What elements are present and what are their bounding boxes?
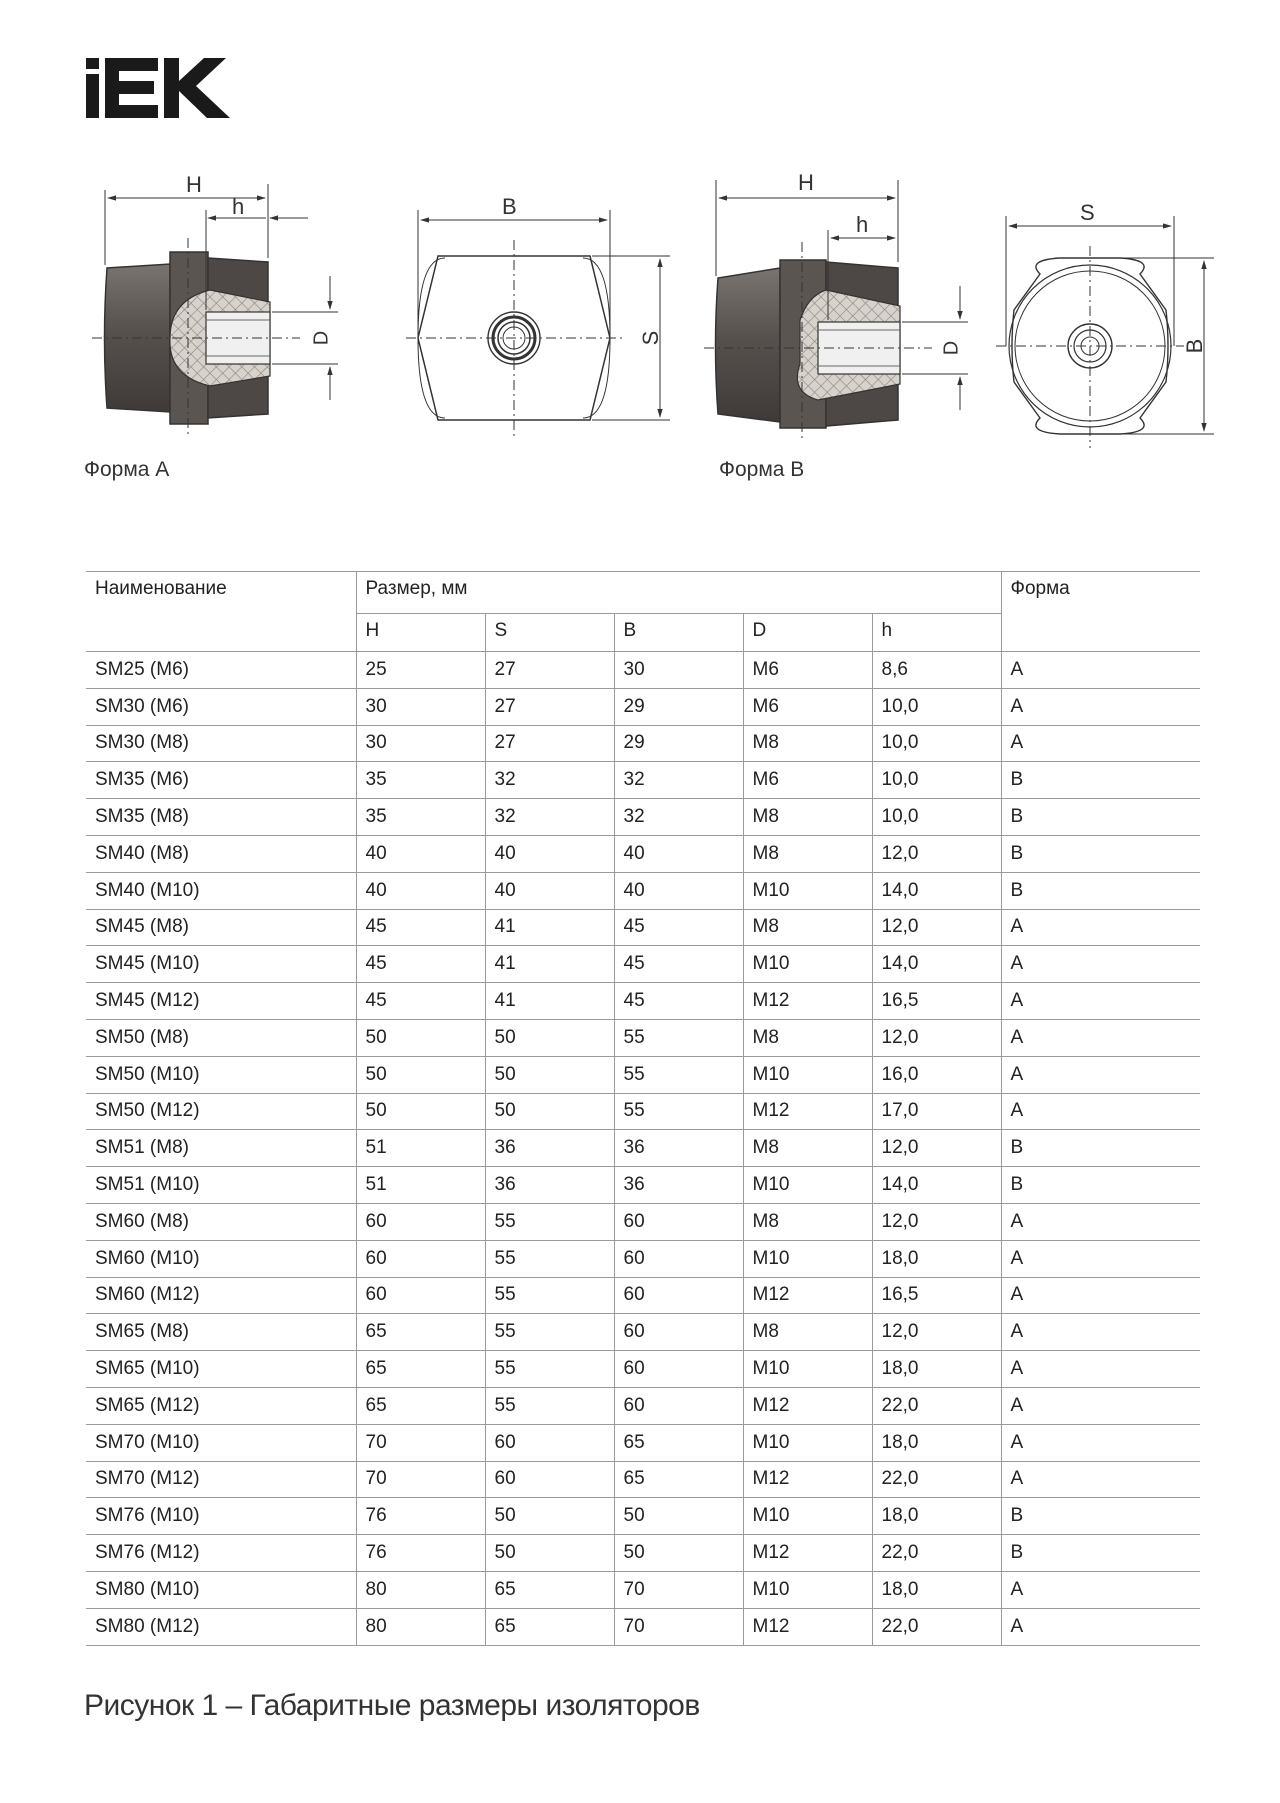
cell-S: 55 xyxy=(485,1277,614,1314)
cell-h: 12,0 xyxy=(872,835,1001,872)
cell-S: 50 xyxy=(485,1093,614,1130)
cell-name: SM45 (M10) xyxy=(86,946,356,983)
cell-form: A xyxy=(1001,1240,1200,1277)
cell-D: M10 xyxy=(743,1571,872,1608)
svg-text:B: B xyxy=(502,194,517,219)
cell-D: M10 xyxy=(743,1240,872,1277)
table-row xyxy=(86,909,1200,946)
cell-S: 50 xyxy=(485,1056,614,1093)
cell-H: 65 xyxy=(356,1351,485,1388)
cell-B: 60 xyxy=(614,1314,743,1351)
cell-H: 65 xyxy=(356,1314,485,1351)
cell-h: 16,5 xyxy=(872,1277,1001,1314)
cell-D: M6 xyxy=(743,762,872,799)
cell-name: SM40 (M10) xyxy=(86,872,356,909)
cell-S: 41 xyxy=(485,909,614,946)
header-col-S: S xyxy=(485,614,614,652)
cell-D: M8 xyxy=(743,725,872,762)
cell-h: 22,0 xyxy=(872,1461,1001,1498)
cell-H: 60 xyxy=(356,1203,485,1240)
cell-H: 70 xyxy=(356,1461,485,1498)
cell-h: 10,0 xyxy=(872,762,1001,799)
cell-S: 27 xyxy=(485,688,614,725)
cell-B: 36 xyxy=(614,1130,743,1167)
cell-name: SM40 (M8) xyxy=(86,835,356,872)
cell-name: SM50 (M8) xyxy=(86,1019,356,1056)
cell-form: A xyxy=(1001,1387,1200,1424)
cell-S: 41 xyxy=(485,946,614,983)
cell-h: 17,0 xyxy=(872,1093,1001,1130)
cell-H: 51 xyxy=(356,1130,485,1167)
cell-name: SM51 (M8) xyxy=(86,1130,356,1167)
cell-D: M10 xyxy=(743,1167,872,1204)
form-b-side-view xyxy=(704,170,968,442)
cell-D: M12 xyxy=(743,1093,872,1130)
svg-text:S: S xyxy=(637,330,663,346)
svg-text:H: H xyxy=(798,170,814,195)
cell-form: B xyxy=(1001,1498,1200,1535)
cell-form: A xyxy=(1001,1351,1200,1388)
cell-name: SM50 (M10) xyxy=(86,1056,356,1093)
cell-name: SM76 (M10) xyxy=(86,1498,356,1535)
svg-text:B: B xyxy=(1181,338,1207,354)
table-row xyxy=(86,946,1200,983)
cell-h: 16,5 xyxy=(872,983,1001,1020)
cell-D: M8 xyxy=(743,1203,872,1240)
cell-h: 8,6 xyxy=(872,652,1001,689)
cell-H: 25 xyxy=(356,652,485,689)
cell-D: M8 xyxy=(743,1019,872,1056)
cell-form: B xyxy=(1001,1130,1200,1167)
table-row xyxy=(86,1498,1200,1535)
cell-B: 60 xyxy=(614,1240,743,1277)
cell-D: M12 xyxy=(743,1461,872,1498)
cell-h: 12,0 xyxy=(872,1130,1001,1167)
cell-D: M8 xyxy=(743,1130,872,1167)
table-row xyxy=(86,1535,1200,1572)
cell-B: 32 xyxy=(614,799,743,836)
cell-form: A xyxy=(1001,1203,1200,1240)
cell-h: 10,0 xyxy=(872,688,1001,725)
iek-logo xyxy=(86,58,238,118)
table-row xyxy=(86,1093,1200,1130)
cell-form: A xyxy=(1001,946,1200,983)
cell-S: 55 xyxy=(485,1203,614,1240)
cell-H: 40 xyxy=(356,835,485,872)
figure-caption: Рисунок 1 – Габаритные размеры изоляторов xyxy=(84,1689,700,1722)
cell-S: 36 xyxy=(485,1130,614,1167)
cell-H: 45 xyxy=(356,983,485,1020)
cell-S: 50 xyxy=(485,1019,614,1056)
cell-B: 60 xyxy=(614,1351,743,1388)
cell-B: 50 xyxy=(614,1535,743,1572)
cell-H: 51 xyxy=(356,1167,485,1204)
cell-form: A xyxy=(1001,1277,1200,1314)
table-row xyxy=(86,1019,1200,1056)
cell-h: 10,0 xyxy=(872,725,1001,762)
cell-B: 50 xyxy=(614,1498,743,1535)
cell-D: M8 xyxy=(743,1314,872,1351)
cell-B: 70 xyxy=(614,1571,743,1608)
table-row xyxy=(86,1277,1200,1314)
cell-h: 12,0 xyxy=(872,1314,1001,1351)
cell-S: 50 xyxy=(485,1498,614,1535)
cell-form: B xyxy=(1001,835,1200,872)
cell-B: 55 xyxy=(614,1019,743,1056)
header-col-h: h xyxy=(872,614,1001,652)
form-a-side-view xyxy=(92,172,338,436)
header-form: Форма xyxy=(1001,572,1200,652)
cell-S: 55 xyxy=(485,1387,614,1424)
cell-H: 50 xyxy=(356,1056,485,1093)
cell-D: M10 xyxy=(743,872,872,909)
cell-name: SM70 (M10) xyxy=(86,1424,356,1461)
cell-name: SM35 (M8) xyxy=(86,799,356,836)
cell-name: SM51 (M10) xyxy=(86,1167,356,1204)
cell-form: A xyxy=(1001,1019,1200,1056)
table-row xyxy=(86,1314,1200,1351)
cell-S: 60 xyxy=(485,1461,614,1498)
cell-H: 65 xyxy=(356,1387,485,1424)
cell-B: 45 xyxy=(614,909,743,946)
header-size: Размер, мм xyxy=(356,572,1001,614)
cell-name: SM80 (M12) xyxy=(86,1608,356,1645)
cell-form: B xyxy=(1001,799,1200,836)
cell-name: SM60 (M8) xyxy=(86,1203,356,1240)
cell-h: 18,0 xyxy=(872,1498,1001,1535)
cell-B: 30 xyxy=(614,652,743,689)
cell-B: 36 xyxy=(614,1167,743,1204)
cell-H: 60 xyxy=(356,1240,485,1277)
table-row xyxy=(86,799,1200,836)
header-name: Наименование xyxy=(86,572,356,652)
cell-name: SM65 (M10) xyxy=(86,1351,356,1388)
cell-form: A xyxy=(1001,1608,1200,1645)
cell-H: 50 xyxy=(356,1019,485,1056)
cell-D: M12 xyxy=(743,1387,872,1424)
header-col-H: H xyxy=(356,614,485,652)
cell-form: B xyxy=(1001,872,1200,909)
cell-H: 60 xyxy=(356,1277,485,1314)
cell-form: B xyxy=(1001,1167,1200,1204)
cell-B: 65 xyxy=(614,1461,743,1498)
cell-name: SM65 (M8) xyxy=(86,1314,356,1351)
cell-D: M12 xyxy=(743,1608,872,1645)
cell-S: 40 xyxy=(485,872,614,909)
cell-D: M8 xyxy=(743,835,872,872)
cell-form: A xyxy=(1001,652,1200,689)
cell-B: 45 xyxy=(614,983,743,1020)
cell-h: 18,0 xyxy=(872,1351,1001,1388)
form-a-caption: Форма А xyxy=(84,458,170,481)
cell-H: 76 xyxy=(356,1498,485,1535)
cell-B: 29 xyxy=(614,725,743,762)
cell-name: SM65 (M12) xyxy=(86,1387,356,1424)
cell-D: M8 xyxy=(743,799,872,836)
cell-name: SM25 (M6) xyxy=(86,652,356,689)
cell-H: 76 xyxy=(356,1535,485,1572)
cell-name: SM30 (M6) xyxy=(86,688,356,725)
cell-name: SM76 (M12) xyxy=(86,1535,356,1572)
table-row xyxy=(86,1351,1200,1388)
dim-label: H xyxy=(186,172,202,197)
cell-name: SM45 (M8) xyxy=(86,909,356,946)
cell-form: A xyxy=(1001,1314,1200,1351)
form-a-front-view xyxy=(406,194,670,436)
table-row xyxy=(86,1203,1200,1240)
table-row xyxy=(86,1130,1200,1167)
cell-name: SM60 (M10) xyxy=(86,1240,356,1277)
cell-D: M10 xyxy=(743,1498,872,1535)
cell-name: SM45 (M12) xyxy=(86,983,356,1020)
cell-S: 65 xyxy=(485,1571,614,1608)
cell-form: A xyxy=(1001,909,1200,946)
cell-B: 70 xyxy=(614,1608,743,1645)
svg-text:D: D xyxy=(940,340,963,356)
cell-h: 14,0 xyxy=(872,872,1001,909)
cell-form: A xyxy=(1001,1424,1200,1461)
cell-S: 40 xyxy=(485,835,614,872)
cell-B: 32 xyxy=(614,762,743,799)
cell-S: 55 xyxy=(485,1351,614,1388)
cell-form: A xyxy=(1001,1571,1200,1608)
cell-form: A xyxy=(1001,1461,1200,1498)
table-row xyxy=(86,688,1200,725)
cell-form: A xyxy=(1001,1093,1200,1130)
cell-S: 27 xyxy=(485,652,614,689)
cell-h: 18,0 xyxy=(872,1571,1001,1608)
cell-B: 45 xyxy=(614,946,743,983)
cell-H: 70 xyxy=(356,1424,485,1461)
cell-h: 16,0 xyxy=(872,1056,1001,1093)
table-row xyxy=(86,1056,1200,1093)
cell-h: 18,0 xyxy=(872,1240,1001,1277)
cell-B: 60 xyxy=(614,1277,743,1314)
cell-H: 30 xyxy=(356,725,485,762)
svg-text:h: h xyxy=(232,194,245,219)
table-row xyxy=(86,1387,1200,1424)
cell-H: 40 xyxy=(356,872,485,909)
cell-form: B xyxy=(1001,762,1200,799)
cell-H: 45 xyxy=(356,909,485,946)
cell-S: 50 xyxy=(485,1535,614,1572)
cell-h: 18,0 xyxy=(872,1424,1001,1461)
table-row xyxy=(86,1461,1200,1498)
cell-B: 40 xyxy=(614,835,743,872)
cell-S: 55 xyxy=(485,1314,614,1351)
cell-S: 36 xyxy=(485,1167,614,1204)
cell-name: SM70 (M12) xyxy=(86,1461,356,1498)
cell-S: 41 xyxy=(485,983,614,1020)
cell-H: 80 xyxy=(356,1608,485,1645)
cell-B: 60 xyxy=(614,1203,743,1240)
cell-h: 12,0 xyxy=(872,909,1001,946)
cell-B: 40 xyxy=(614,872,743,909)
table-row xyxy=(86,1240,1200,1277)
table-row xyxy=(86,725,1200,762)
cell-D: M10 xyxy=(743,946,872,983)
table-row xyxy=(86,835,1200,872)
cell-B: 29 xyxy=(614,688,743,725)
cell-S: 65 xyxy=(485,1608,614,1645)
cell-B: 65 xyxy=(614,1424,743,1461)
cell-H: 45 xyxy=(356,946,485,983)
table-row xyxy=(86,1167,1200,1204)
table-body xyxy=(86,652,1200,1646)
svg-text:S: S xyxy=(1080,200,1095,225)
cell-B: 60 xyxy=(614,1387,743,1424)
header-col-D: D xyxy=(743,614,872,652)
cell-h: 22,0 xyxy=(872,1608,1001,1645)
cell-name: SM60 (M12) xyxy=(86,1277,356,1314)
cell-h: 14,0 xyxy=(872,1167,1001,1204)
form-b-caption: Форма В xyxy=(719,458,805,481)
cell-form: B xyxy=(1001,1535,1200,1572)
table-row xyxy=(86,1608,1200,1645)
table-row xyxy=(86,652,1200,689)
cell-D: M10 xyxy=(743,1351,872,1388)
cell-form: A xyxy=(1001,1056,1200,1093)
cell-form: A xyxy=(1001,688,1200,725)
insulator-dimensions-table xyxy=(86,571,1200,1646)
table-row xyxy=(86,983,1200,1020)
cell-D: M12 xyxy=(743,983,872,1020)
cell-D: M10 xyxy=(743,1424,872,1461)
cell-H: 35 xyxy=(356,799,485,836)
cell-H: 80 xyxy=(356,1571,485,1608)
table-row xyxy=(86,1571,1200,1608)
cell-D: M12 xyxy=(743,1535,872,1572)
table-row xyxy=(86,762,1200,799)
cell-name: SM35 (M6) xyxy=(86,762,356,799)
cell-D: M6 xyxy=(743,688,872,725)
cell-S: 32 xyxy=(485,799,614,836)
cell-S: 32 xyxy=(485,762,614,799)
table-row xyxy=(86,1424,1200,1461)
cell-h: 22,0 xyxy=(872,1535,1001,1572)
cell-B: 55 xyxy=(614,1056,743,1093)
cell-h: 22,0 xyxy=(872,1387,1001,1424)
header-col-B: B xyxy=(614,614,743,652)
cell-S: 27 xyxy=(485,725,614,762)
cell-form: A xyxy=(1001,983,1200,1020)
cell-H: 50 xyxy=(356,1093,485,1130)
cell-h: 14,0 xyxy=(872,946,1001,983)
svg-text:D: D xyxy=(310,330,333,346)
cell-h: 10,0 xyxy=(872,799,1001,836)
cell-S: 55 xyxy=(485,1240,614,1277)
cell-form: A xyxy=(1001,725,1200,762)
cell-D: M12 xyxy=(743,1277,872,1314)
cell-name: SM80 (M10) xyxy=(86,1571,356,1608)
form-b-front-view xyxy=(996,200,1214,448)
insulator-drawings xyxy=(0,150,1280,490)
cell-h: 12,0 xyxy=(872,1203,1001,1240)
table-row xyxy=(86,872,1200,909)
cell-H: 30 xyxy=(356,688,485,725)
cell-B: 55 xyxy=(614,1093,743,1130)
cell-D: M8 xyxy=(743,909,872,946)
cell-D: M6 xyxy=(743,652,872,689)
cell-S: 60 xyxy=(485,1424,614,1461)
svg-text:h: h xyxy=(856,212,869,237)
cell-H: 35 xyxy=(356,762,485,799)
cell-name: SM50 (M12) xyxy=(86,1093,356,1130)
cell-D: M10 xyxy=(743,1056,872,1093)
cell-h: 12,0 xyxy=(872,1019,1001,1056)
cell-name: SM30 (M8) xyxy=(86,725,356,762)
